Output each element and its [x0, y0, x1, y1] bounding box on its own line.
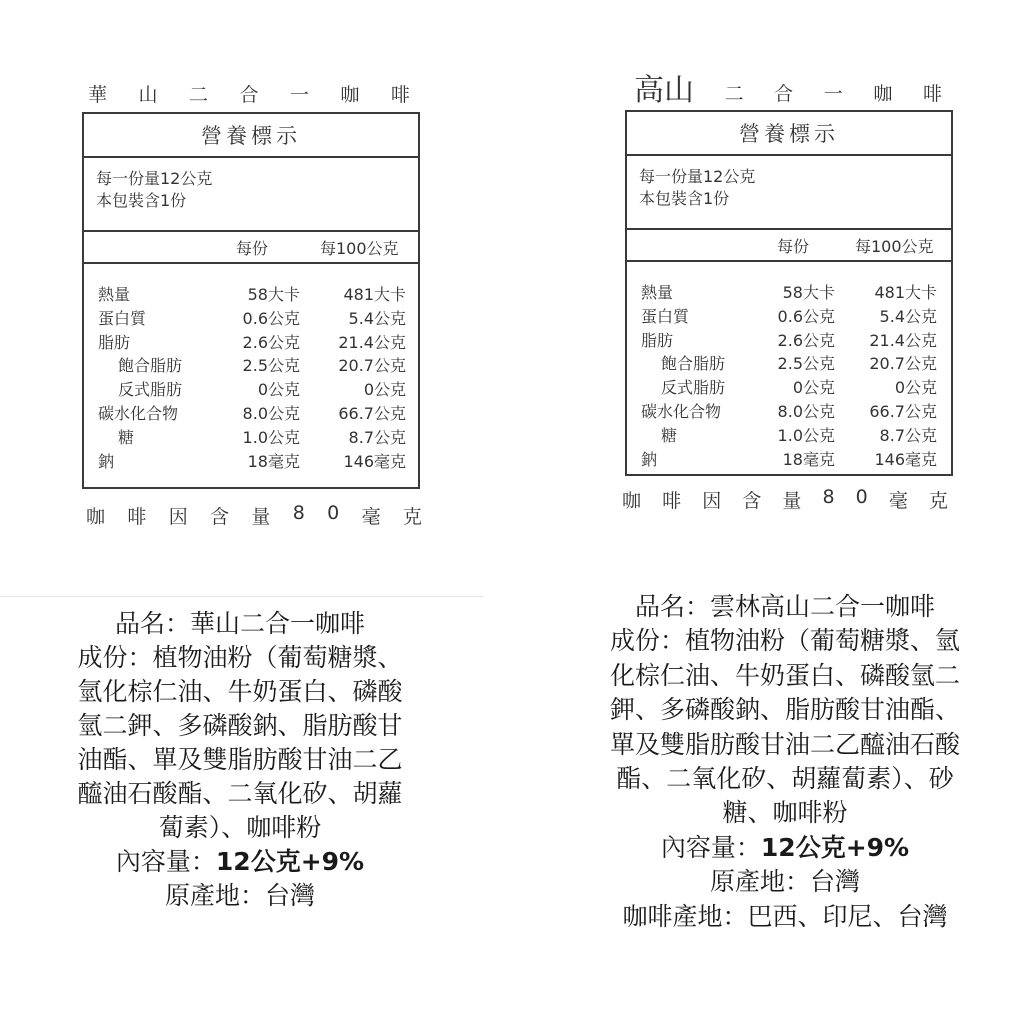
right-content-value: 12公克+9% [760, 832, 910, 862]
nutrient-name: 熱量 [641, 283, 674, 302]
right-title-big-char: 山 [664, 73, 694, 108]
nutrient-row [627, 280, 951, 304]
nutrient-name: 糖 [661, 425, 678, 445]
nutrient-per-serving: 1.0公克 [242, 427, 300, 447]
right-footer-char: 因 [702, 490, 722, 512]
nutrient-per-serving: 8.0公克 [777, 401, 835, 421]
nutrient-row [84, 353, 418, 377]
right-nutrition-heading: 營養標示 [627, 112, 951, 156]
left-footer-char: 量 [251, 506, 271, 528]
nutrient-name: 碳水化合物 [641, 401, 722, 421]
right-product-title [634, 73, 942, 108]
left-title-char: 合 [239, 84, 259, 106]
nutrient-row [627, 351, 951, 375]
nutrient-per-100g: 66.7公克 [869, 401, 937, 421]
nutrient-per-100g: 21.4公克 [338, 332, 406, 352]
right-desc-line: 鉀、多磷酸鈉、脂肪酸甘油酯、 [609, 695, 960, 725]
nutrient-per-100g: 146毫克 [343, 451, 406, 471]
nutrient-per-100g: 8.7公克 [879, 425, 937, 445]
right-content-label: 內容量： [660, 832, 761, 862]
left-footer-char: 因 [168, 506, 188, 528]
nutrient-per-100g: 0公克 [363, 380, 406, 400]
nutrient-name: 糖 [118, 427, 135, 447]
nutrient-per-serving: 0公克 [257, 380, 300, 400]
nutrient-per-serving: 58大卡 [247, 285, 300, 304]
left-servings-per-pack: 本包裝含1份 [96, 191, 187, 210]
left-footer-char: 啡 [127, 506, 147, 528]
nutrient-per-serving: 2.5公克 [777, 354, 835, 374]
nutrient-per-100g: 146毫克 [874, 449, 937, 469]
right-desc-line: 酯、二氧化矽、胡蘿蔔素）、砂 [616, 764, 954, 794]
right-title-char: 二 [724, 83, 744, 105]
nutrient-per-serving: 2.6公克 [777, 330, 835, 350]
nutrient-row [84, 449, 418, 473]
right-desc-line: 糖、咖啡粉 [722, 798, 848, 828]
left-divider [0, 596, 484, 597]
left-desc-line: 氫二鉀、多磷酸鈉、脂肪酸甘 [77, 711, 403, 740]
right-column-headers [627, 230, 951, 262]
nutrient-row [84, 306, 418, 330]
nutrient-per-100g: 20.7公克 [338, 356, 406, 376]
nutrient-per-serving: 0公克 [792, 378, 835, 398]
right-nutrition-label [625, 110, 953, 476]
left-footer-char: 0 [327, 502, 340, 524]
nutrient-per-100g: 481大卡 [343, 285, 406, 304]
nutrient-name: 碳水化合物 [98, 403, 179, 423]
right-footer-char: 8 [822, 486, 835, 508]
nutrient-row [84, 425, 418, 449]
left-nutrition-label [82, 112, 420, 489]
nutrient-row [84, 282, 418, 306]
left-column-headers [84, 232, 418, 264]
right-footer-char: 克 [928, 490, 948, 512]
left-footer-char: 克 [402, 506, 422, 528]
left-product-title [88, 80, 410, 107]
right-title-char: 一 [823, 83, 843, 105]
left-col-per-100g: 每100公克 [320, 239, 399, 258]
right-nutrient-rows [627, 262, 951, 470]
left-title-char: 啡 [390, 84, 410, 106]
left-product-description [20, 607, 460, 913]
nutrient-per-100g: 481大卡 [874, 283, 937, 302]
nutrient-per-100g: 20.7公克 [869, 354, 937, 374]
left-title-char: 山 [138, 84, 158, 106]
nutrient-per-100g: 21.4公克 [869, 330, 937, 350]
nutrient-per-100g: 66.7公克 [338, 403, 406, 423]
left-caffeine-note [86, 502, 422, 529]
left-title-char: 咖 [340, 84, 360, 106]
right-serving-size: 每一份量12公克 [639, 167, 756, 186]
left-nutrient-rows [84, 264, 418, 472]
right-coffee-origin: 咖啡產地：巴西、印尼、台灣 [622, 901, 948, 931]
left-serving-size: 每一份量12公克 [96, 169, 213, 188]
left-desc-line: 氫化棕仁油、牛奶蛋白、磷酸 [77, 677, 403, 706]
right-desc-line: 品名：雲林高山二合一咖啡 [634, 592, 935, 621]
right-footer-char: 量 [782, 490, 802, 512]
right-serving-info [627, 156, 951, 230]
right-footer-char: 0 [855, 486, 868, 508]
left-content-label: 內容量： [115, 847, 216, 876]
right-footer-char: 毫 [888, 490, 908, 512]
nutrient-row [84, 377, 418, 401]
left-content-value: 12公克+9% [215, 847, 365, 876]
nutrient-per-serving: 1.0公克 [777, 425, 835, 445]
nutrient-per-serving: 0.6公克 [242, 308, 300, 328]
nutrient-per-100g: 5.4公克 [879, 306, 937, 326]
left-nutrition-heading: 營養標示 [84, 114, 418, 158]
nutrient-row [627, 447, 951, 471]
nutrient-row [627, 304, 951, 328]
left-desc-line: 品名：華山二合一咖啡 [114, 609, 365, 638]
nutrient-row [627, 399, 951, 423]
nutrient-row [84, 401, 418, 425]
left-footer-char: 8 [292, 502, 305, 524]
nutrient-name: 飽合脂肪 [661, 354, 726, 374]
nutrient-name: 蛋白質 [641, 306, 690, 326]
nutrient-per-serving: 2.6公克 [242, 332, 300, 352]
left-footer-char: 咖 [86, 506, 106, 528]
right-desc-line: 單及雙脂肪酸甘油二乙醯油石酸 [609, 729, 960, 759]
nutrient-name: 反式脂肪 [661, 378, 726, 398]
nutrient-per-100g: 0公克 [894, 378, 937, 398]
nutrient-name: 鈉 [98, 451, 115, 471]
nutrient-per-100g: 5.4公克 [348, 308, 406, 328]
right-title-char: 合 [774, 83, 794, 105]
right-footer-char: 啡 [662, 490, 682, 512]
left-desc-line: 油酯、單及雙脂肪酸甘油二乙 [77, 745, 403, 774]
left-desc-line: 蔔素）、咖啡粉 [158, 813, 322, 842]
left-footer-char: 含 [210, 506, 230, 528]
left-title-char: 華 [88, 84, 108, 106]
left-origin: 原產地：台灣 [164, 881, 315, 910]
right-title-char: 啡 [922, 83, 942, 105]
right-title-highlight [634, 73, 694, 108]
left-col-per-serving: 每份 [236, 239, 269, 258]
nutrient-per-serving: 58大卡 [782, 283, 835, 302]
right-caffeine-note [622, 486, 948, 513]
nutrient-per-100g: 8.7公克 [348, 427, 406, 447]
nutrient-row [627, 328, 951, 352]
left-title-char: 一 [289, 84, 309, 106]
nutrient-per-serving: 8.0公克 [242, 403, 300, 423]
nutrient-per-serving: 0.6公克 [777, 306, 835, 326]
nutrient-name: 熱量 [98, 285, 131, 304]
left-content-amount [20, 845, 460, 879]
nutrient-name: 脂肪 [641, 330, 674, 350]
right-content-amount [560, 831, 1010, 865]
right-title-char: 咖 [873, 83, 893, 105]
nutrient-row [84, 330, 418, 354]
left-title-char: 二 [188, 84, 208, 106]
left-desc-line: 醯油石酸酯、二氧化矽、胡蘿 [77, 779, 403, 808]
nutrient-name: 飽合脂肪 [118, 356, 183, 376]
nutrient-name: 脂肪 [98, 332, 131, 352]
right-product-description [560, 590, 1010, 934]
right-desc-line: 化棕仁油、牛奶蛋白、磷酸氫二 [609, 660, 960, 690]
right-origin: 原產地：台灣 [709, 867, 860, 897]
right-col-per-100g: 每100公克 [855, 237, 934, 256]
nutrient-per-serving: 18毫克 [782, 449, 835, 469]
right-desc-line: 成份：植物油粉（葡萄糖漿、氫 [609, 626, 960, 656]
nutrient-row [627, 423, 951, 447]
nutrient-name: 蛋白質 [98, 308, 147, 328]
nutrient-row [627, 375, 951, 399]
right-col-per-serving: 每份 [777, 237, 810, 256]
right-title-big-char: 高 [634, 73, 664, 108]
nutrient-name: 反式脂肪 [118, 380, 183, 400]
right-footer-char: 咖 [622, 490, 642, 512]
right-footer-char: 含 [742, 490, 762, 512]
left-serving-info [84, 158, 418, 232]
left-footer-char: 毫 [361, 506, 381, 528]
nutrient-per-serving: 18毫克 [247, 451, 300, 471]
right-servings-per-pack: 本包裝含1份 [639, 189, 730, 208]
nutrient-name: 鈉 [641, 449, 658, 469]
nutrient-per-serving: 2.5公克 [242, 356, 300, 376]
left-desc-line: 成份：植物油粉（葡萄糖漿、 [77, 643, 403, 672]
